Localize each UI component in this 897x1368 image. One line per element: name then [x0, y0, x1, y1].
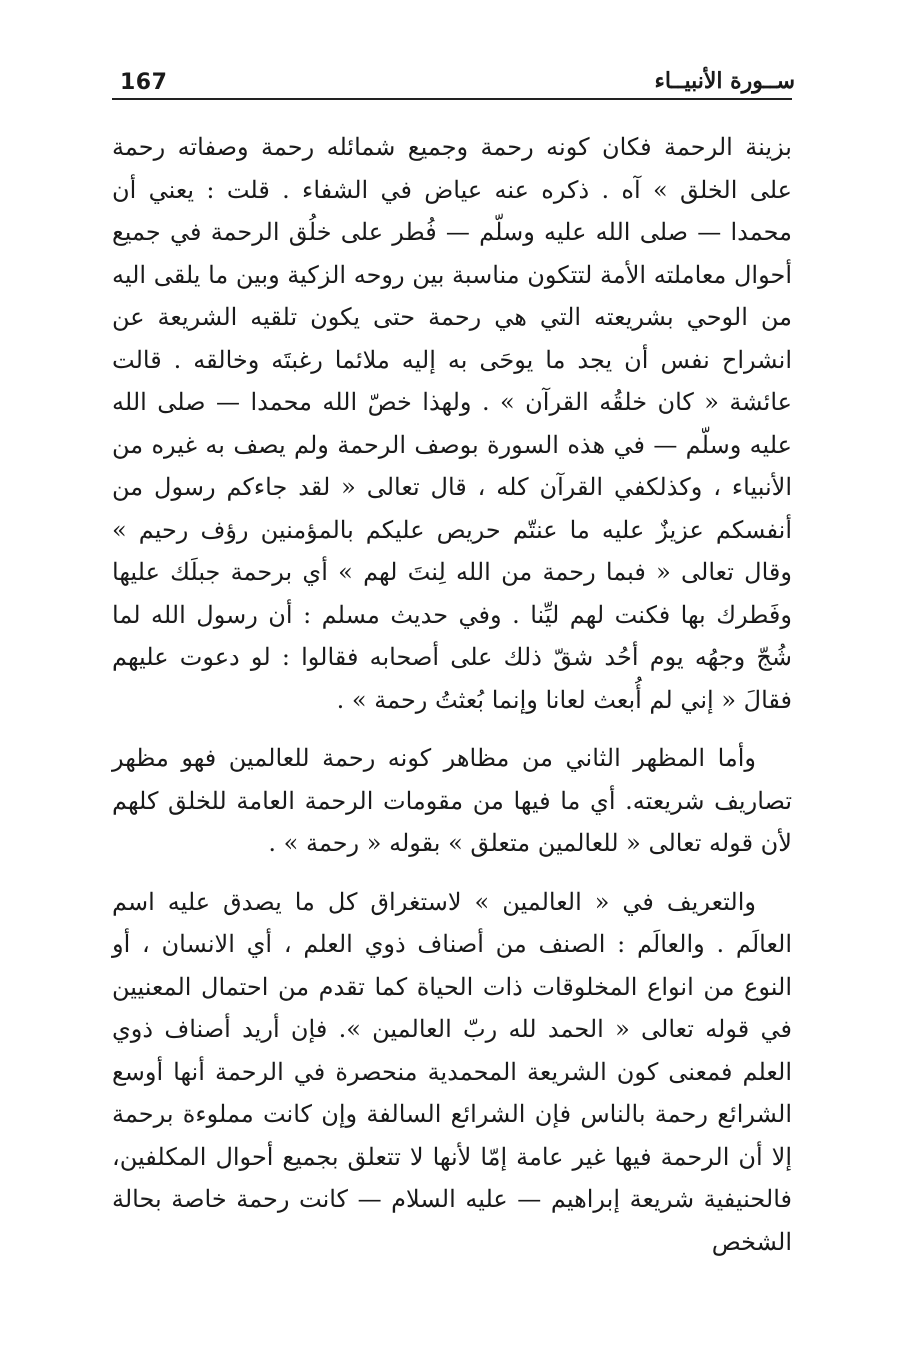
paragraph-2: وأما المظهر الثاني من مظاهر كونه رحمة للعالمين فهو مظهر تصاريف شريعته. أي ما فيها من مقومات الرحمة العامة للخلق كلهم لأن قوله تعالى « للعالمين متعلق » بقوله « رحمة » . [112, 744, 792, 857]
header-rule [112, 98, 792, 100]
paragraph-gap [112, 721, 792, 737]
page-number: 167 [120, 70, 168, 95]
body-text [112, 126, 792, 1263]
paragraph-1: بزينة الرحمة فكان كونه رحمة وجميع شمائله رحمة وصفاته رحمة على الخلق » آه . ذكره عنه عياض في الشفاء . قلت : يعني أن محمدا — صلى الله عليه وسلّم — فُطر على خلُق الرحمة في جميع أحوال معاملته الأمة لتتكون مناسبة بين روحه الزكية وبين ما يلقى اليه من الوحي بشريعته التي هي رحمة حتى يكون تلقيه الشريعة عن انشراح نفس أن يجد ما يوحَى به إليه ملائما رغبتَه وخالقه . قالت عائشة « كان خلقُه القرآن » . ولهذا خصّ الله محمدا — صلى الله عليه وسلّم — في هذه السورة بوصف الرحمة ولم يصف به غيره من الأنبياء ، وكذلكفي القرآن كله ، قال تعالى « لقد جاءكم رسول من أنفسكم عزيزٌ عليه ما عنتّم حريص عليكم بالمؤمنين رؤف رحيم » وقال تعالى « فبما رحمة من الله لِنتَ لهم » أي برحمة جبلَك عليها وفَطرك بها فكنت لهم ليِّنا . وفي حديث مسلم : أن رسول الله لما شُجّ وجهُه يوم أحُد شقّ ذلك على أصحابه فقالوا : لو دعوت عليهم فقالَ « إني لم أُبعث لعانا وإنما بُعثتُ رحمة » . [111, 133, 792, 714]
paragraph-3: والتعريف في « العالمين » لاستغراق كل ما يصدق عليه اسم العالَم . والعالَم : الصنف من أصناف ذوي العلم ، أي الانسان ، أو النوع من انواع المخلوقات ذات الحياة كما تقدم من احتمال المعنيين في قوله تعالى « الحمد لله ربّ العالمين ». فإن أريد أصناف ذوي العلم فمعنى كون الشريعة المحمدية منحصرة في الرحمة أنها أوسع الشرائع رحمة بالناس فإن الشرائع السالفة وإن كانت مملوءة برحمة إلا أن الرحمة فيها غير عامة إمّا لأنها لا تتعلق بجميع أحوال المكلفين، فالحنيفية شريعة إبراهيم — عليه السلام — كانت رحمة خاصة بحالة الشخص [112, 887, 792, 1256]
paragraph-gap [112, 865, 792, 881]
running-title: ســورة الأنبيــاء [654, 68, 795, 94]
